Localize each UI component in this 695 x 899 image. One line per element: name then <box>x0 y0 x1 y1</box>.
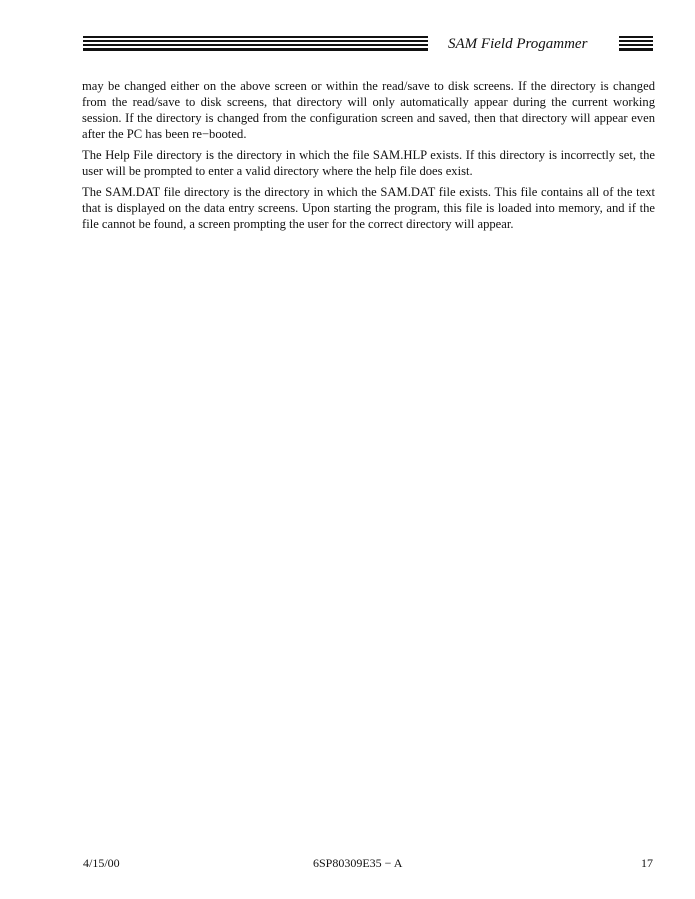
paragraph-sam-dat-directory: The SAM.DAT file directory is the directory in which the SAM.DAT file exists. This file contains all of the text that is displayed on the data entry screens. Upon starting the program, this file is loaded into memory, and if the file cannot be found, a screen prompting the user for the correct directory will appear. <box>82 185 655 231</box>
body-text <box>82 78 655 237</box>
page-footer <box>83 855 653 871</box>
page-header <box>83 34 653 56</box>
header-rule-line <box>83 36 428 38</box>
header-rule-line <box>619 48 653 51</box>
header-rule-right <box>619 36 653 51</box>
header-rule-line <box>619 36 653 38</box>
paragraph-directory-change: may be changed either on the above screen or within the read/save to disk screens. If the directory is changed from the read/save to disk screens, that directory will only automatically appear during the current working session. If the directory is changed from the configuration screen and saved, then that directory will appear even after the PC has been re−booted. <box>82 79 655 141</box>
header-rule-line <box>83 48 428 51</box>
footer-date: 4/15/00 <box>83 856 120 870</box>
header-rule-line <box>619 44 653 46</box>
header-rule-line <box>619 40 653 42</box>
footer-page-number: 17 <box>641 856 653 870</box>
footer-document-number: 6SP80309E35 − A <box>313 856 403 870</box>
header-rule-left <box>83 36 428 51</box>
header-rule-line <box>83 40 428 42</box>
header-rule-line <box>83 44 428 46</box>
paragraph-help-file-directory: The Help File directory is the directory in which the file SAM.HLP exists. If this directory is incorrectly set, the user will be prompted to enter a valid directory where the help file does exist. <box>82 148 655 178</box>
header-title: SAM Field Progammer <box>448 36 588 52</box>
